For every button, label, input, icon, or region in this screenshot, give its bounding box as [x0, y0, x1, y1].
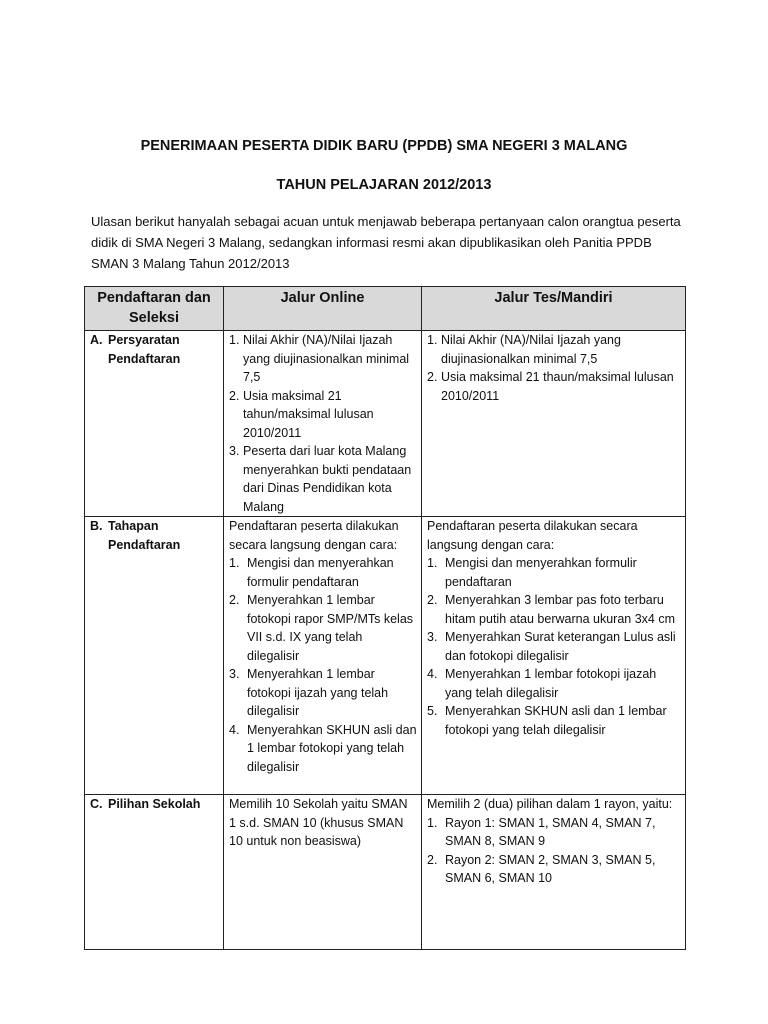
row-label-cell	[85, 331, 224, 517]
document-title: PENERIMAAN PESERTA DIDIK BARU (PPDB) SMA NEGERI 3 MALANG	[140, 138, 628, 154]
online-cell	[224, 517, 422, 795]
list-item: 1. Mengisi dan menyerahkan formulir pendaftaran	[229, 556, 394, 589]
cell-intro-text: Memilih 2 (dua) pilihan dalam 1 rayon, yaitu:	[427, 797, 673, 811]
table-row	[85, 331, 686, 517]
mandiri-cell	[422, 795, 686, 950]
list-item: 2. Rayon 2: SMAN 2, SMAN 3, SMAN 5, SMAN 6, SMAN 10	[427, 852, 656, 885]
list-item: 1. Mengisi dan menyerahkan formulir pendaftaran	[427, 556, 637, 589]
list-item: 2. Usia maksimal 21 tahun/maksimal lulusan 2010/2011	[229, 388, 374, 440]
mandiri-list	[427, 554, 681, 739]
row-letter: B.	[90, 519, 103, 533]
online-cell	[224, 795, 422, 950]
list-item: 2. Menyerahkan 1 lembar fotokopi rapor SMP/MTs kelas VII s.d. IX yang telah dilegalisir	[229, 593, 414, 663]
row-label: Persyaratan Pendaftaran	[108, 333, 181, 366]
mandiri-list	[427, 331, 681, 405]
list-item: 3. Menyerahkan Surat keterangan Lulus asli dan fotokopi dilegalisir	[427, 630, 676, 663]
row-label: Tahapan Pendaftaran	[108, 519, 181, 552]
list-item: 3. Menyerahkan 1 lembar fotokopi ijazah yang telah dilegalisir	[229, 667, 389, 718]
table-header-row	[85, 287, 686, 331]
row-letter: C.	[90, 797, 103, 811]
mandiri-list	[427, 814, 681, 888]
table-row	[85, 517, 686, 795]
list-item: 3. Peserta dari luar kota Malang menyerahkan bukti pendataan dari Dinas Pendidikan kota Malang	[229, 444, 412, 514]
mandiri-cell	[422, 331, 686, 517]
list-item: 1. Nilai Akhir (NA)/Nilai Ijazah yang diujinasionalkan minimal 7,5	[427, 333, 621, 366]
row-letter: A.	[90, 333, 103, 347]
header-pendaftaran-seleksi: Pendaftaran dan Seleksi	[85, 287, 224, 331]
cell-intro-text: Pendaftaran peserta dilakukan secara langsung dengan cara:	[427, 519, 638, 552]
online-cell	[224, 331, 422, 517]
table-row	[85, 795, 686, 950]
intro-paragraph: Ulasan berikut hanyalah sebagai acuan untuk menjawab beberapa pertanyaan calon orangtua peserta didik di SMA Negeri 3 Malang, sedangkan informasi resmi akan dipublikasikan oleh Panitia PPDB SMAN 3 Malang Tahun 2012/2013	[91, 214, 681, 271]
row-label-cell	[85, 517, 224, 795]
cell-intro-text: Pendaftaran peserta dilakukan secara langsung dengan cara:	[229, 519, 399, 552]
list-item: 2. Menyerahkan 3 lembar pas foto terbaru hitam putih atau berwarna ukuran 3x4 cm	[427, 593, 675, 626]
document-subtitle: TAHUN PELAJARAN 2012/2013	[276, 177, 492, 193]
online-list	[229, 554, 417, 776]
cell-intro-text: Memilih 10 Sekolah yaitu SMAN 1 s.d. SMAN 10 (khusus SMAN 10 untuk non beasiswa)	[229, 797, 408, 848]
row-label-cell	[85, 795, 224, 950]
list-item: 2. Usia maksimal 21 thaun/maksimal lulusan 2010/2011	[427, 370, 674, 403]
header-jalur-online: Jalur Online	[224, 287, 422, 331]
list-item: 4. Menyerahkan SKHUN asli dan 1 lembar fotokopi yang telah dilegalisir	[229, 722, 417, 774]
list-item: 1. Nilai Akhir (NA)/Nilai Ijazah yang diujinasionalkan minimal 7,5	[229, 333, 410, 384]
list-item: 4. Menyerahkan 1 lembar fotokopi ijazah yang telah dilegalisir	[427, 667, 657, 700]
ppdb-table	[84, 286, 686, 950]
row-label: Pilihan Sekolah	[108, 797, 201, 811]
header-jalur-mandiri: Jalur Tes/Mandiri	[422, 287, 686, 331]
mandiri-cell	[422, 517, 686, 795]
list-item: 1. Rayon 1: SMAN 1, SMAN 4, SMAN 7, SMAN 8, SMAN 9	[427, 815, 656, 848]
online-list	[229, 331, 417, 516]
list-item: 5. Menyerahkan SKHUN asli dan 1 lembar fotokopi yang telah dilegalisir	[427, 704, 667, 737]
